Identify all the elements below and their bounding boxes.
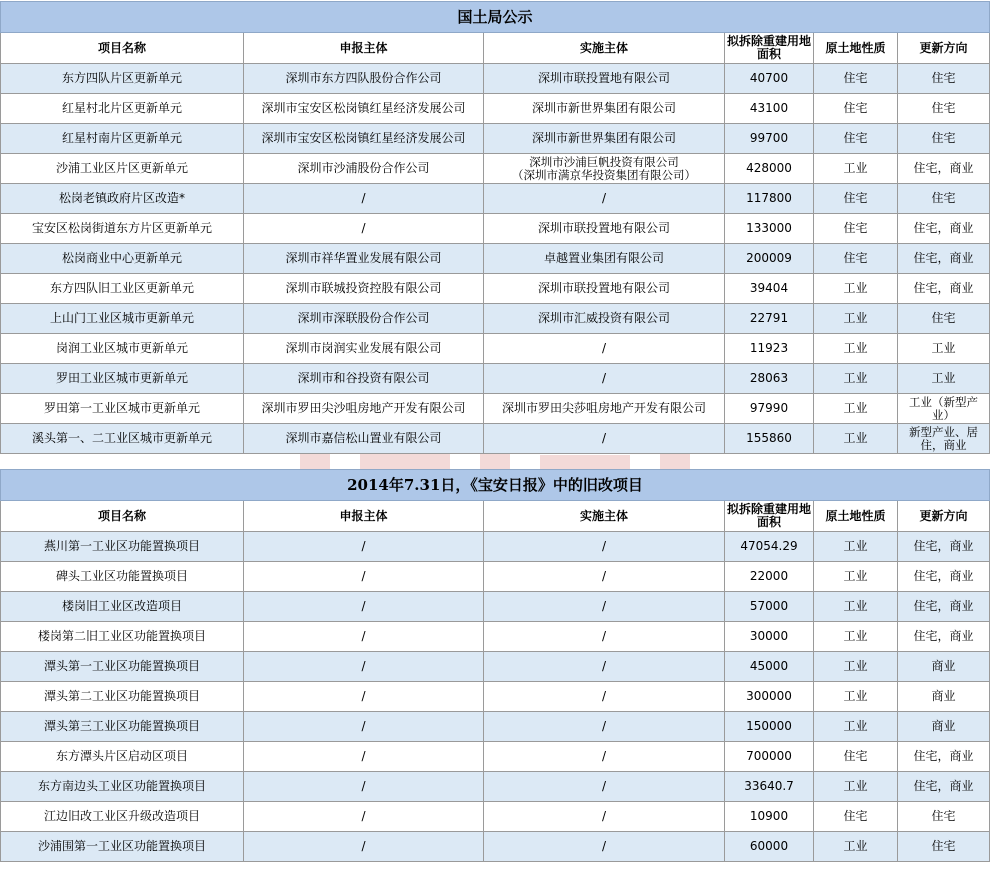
cell-direction: 住宅 (898, 304, 990, 334)
cell-project-name: 潭头第三工业区功能置换项目 (1, 712, 244, 742)
cell-applicant: / (244, 532, 484, 562)
cell-area: 22791 (725, 304, 814, 334)
cell-applicant: 深圳市深联股份合作公司 (244, 304, 484, 334)
cell-project-name: 东方南边头工业区功能置换项目 (1, 772, 244, 802)
cell-area: 33640.7 (725, 772, 814, 802)
cell-applicant: 深圳市宝安区松岗镇红星经济发展公司 (244, 124, 484, 154)
cell-implementer: / (484, 364, 725, 394)
table-row (1, 64, 990, 94)
cell-implementer: 深圳市汇威投资有限公司 (484, 304, 725, 334)
cell-direction: 工业（新型产 业） (898, 394, 990, 424)
cell-implementer: 深圳市新世界集团有限公司 (484, 94, 725, 124)
cell-implementer: / (484, 184, 725, 214)
cell-direction: 住宅，商业 (898, 592, 990, 622)
cell-implementer: 深圳市沙浦巨帆投资有限公司 （深圳市满京华投资集团有限公司） (484, 154, 725, 184)
cell-project-name: 罗田工业区城市更新单元 (1, 364, 244, 394)
header-applicant: 申报主体 (244, 33, 484, 64)
table-row (1, 742, 990, 772)
table-row (1, 244, 990, 274)
cell-implementer: 深圳市联投置地有限公司 (484, 214, 725, 244)
table-row (1, 772, 990, 802)
cell-implementer: 卓越置业集团有限公司 (484, 244, 725, 274)
table-row (1, 394, 990, 424)
cell-implementer: / (484, 682, 725, 712)
cell-land-type: 工业 (814, 274, 898, 304)
cell-area: 43100 (725, 94, 814, 124)
cell-area: 155860 (725, 424, 814, 454)
cell-land-type: 住宅 (814, 214, 898, 244)
cell-project-name: 碑头工业区功能置换项目 (1, 562, 244, 592)
header-implementer: 实施主体 (484, 33, 725, 64)
cell-applicant: / (244, 712, 484, 742)
cell-direction: 住宅 (898, 802, 990, 832)
cell-land-type: 工业 (814, 532, 898, 562)
cell-land-type: 住宅 (814, 244, 898, 274)
table-row (1, 424, 990, 454)
cell-project-name: 潭头第二工业区功能置换项目 (1, 682, 244, 712)
cell-land-type: 工业 (814, 772, 898, 802)
table-row (1, 532, 990, 562)
cell-land-type: 工业 (814, 682, 898, 712)
cell-project-name: 楼岗第二旧工业区功能置换项目 (1, 622, 244, 652)
cell-land-type: 住宅 (814, 184, 898, 214)
table-row (1, 592, 990, 622)
cell-applicant: / (244, 562, 484, 592)
cell-land-type: 工业 (814, 424, 898, 454)
cell-direction: 住宅，商业 (898, 742, 990, 772)
cell-direction: 住宅 (898, 184, 990, 214)
table-row (1, 802, 990, 832)
cell-direction: 住宅，商业 (898, 532, 990, 562)
header-project-name: 项目名称 (1, 33, 244, 64)
section-title-row (1, 2, 990, 33)
cell-project-name: 岗润工业区城市更新单元 (1, 334, 244, 364)
header-direction: 更新方向 (898, 501, 990, 532)
cell-implementer: / (484, 562, 725, 592)
section-title: 国土局公示 (1, 2, 990, 33)
cell-land-type: 工业 (814, 394, 898, 424)
cell-project-name: 沙浦工业区片区更新单元 (1, 154, 244, 184)
cell-implementer: 深圳市联投置地有限公司 (484, 274, 725, 304)
table-row (1, 184, 990, 214)
header-row (1, 33, 990, 64)
cell-area: 22000 (725, 562, 814, 592)
cell-project-name: 燕川第一工业区功能置换项目 (1, 532, 244, 562)
cell-direction: 商业 (898, 712, 990, 742)
cell-land-type: 住宅 (814, 64, 898, 94)
cell-direction: 商业 (898, 682, 990, 712)
header-implementer: 实施主体 (484, 501, 725, 532)
cell-applicant: / (244, 214, 484, 244)
cell-implementer: 深圳市联投置地有限公司 (484, 64, 725, 94)
cell-implementer: / (484, 592, 725, 622)
table-row (1, 622, 990, 652)
cell-applicant: 深圳市和谷投资有限公司 (244, 364, 484, 394)
cell-applicant: / (244, 652, 484, 682)
cell-direction: 住宅，商业 (898, 274, 990, 304)
cell-area: 45000 (725, 652, 814, 682)
table-row (1, 652, 990, 682)
cell-project-name: 溪头第一、二工业区城市更新单元 (1, 424, 244, 454)
table-row (1, 154, 990, 184)
cell-land-type: 工业 (814, 832, 898, 862)
header-land-type: 原土地性质 (814, 33, 898, 64)
cell-land-type: 工业 (814, 652, 898, 682)
cell-project-name: 松岗老镇政府片区改造* (1, 184, 244, 214)
cell-direction: 住宅，商业 (898, 562, 990, 592)
cell-area: 133000 (725, 214, 814, 244)
cell-direction: 住宅，商业 (898, 154, 990, 184)
cell-land-type: 住宅 (814, 94, 898, 124)
cell-project-name: 东方四队旧工业区更新单元 (1, 274, 244, 304)
cell-project-name: 宝安区松岗街道东方片区更新单元 (1, 214, 244, 244)
cell-project-name: 罗田第一工业区城市更新单元 (1, 394, 244, 424)
table-row (1, 124, 990, 154)
section-title: 2014年7.31日，《宝安日报》中的旧改项目 (1, 470, 990, 501)
header-area: 拟拆除重建用地面积 (725, 33, 814, 64)
cell-project-name: 沙浦围第一工业区功能置换项目 (1, 832, 244, 862)
cell-applicant: 深圳市岗润实业发展有限公司 (244, 334, 484, 364)
cell-implementer: / (484, 622, 725, 652)
header-project-name: 项目名称 (1, 501, 244, 532)
table-row (1, 682, 990, 712)
cell-land-type: 工业 (814, 592, 898, 622)
cell-land-type: 工业 (814, 154, 898, 184)
cell-direction: 住宅，商业 (898, 622, 990, 652)
cell-area: 11923 (725, 334, 814, 364)
cell-applicant: 深圳市罗田尖沙咀房地产开发有限公司 (244, 394, 484, 424)
cell-implementer: / (484, 424, 725, 454)
cell-direction: 住宅，商业 (898, 244, 990, 274)
header-direction: 更新方向 (898, 33, 990, 64)
cell-project-name: 楼岗旧工业区改造项目 (1, 592, 244, 622)
table-row (1, 712, 990, 742)
cell-project-name: 江边旧改工业区升级改造项目 (1, 802, 244, 832)
cell-area: 300000 (725, 682, 814, 712)
cell-applicant: 深圳市嘉信松山置业有限公司 (244, 424, 484, 454)
cell-land-type: 工业 (814, 304, 898, 334)
cell-area: 200009 (725, 244, 814, 274)
cell-implementer: / (484, 532, 725, 562)
cell-implementer: / (484, 832, 725, 862)
table-row (1, 832, 990, 862)
table-row (1, 562, 990, 592)
cell-applicant: / (244, 682, 484, 712)
cell-direction: 新型产业、居 住，商业 (898, 424, 990, 454)
table-section-land-bureau (0, 1, 990, 454)
table-row (1, 94, 990, 124)
cell-direction: 住宅 (898, 124, 990, 154)
cell-project-name: 上山门工业区城市更新单元 (1, 304, 244, 334)
cell-area: 150000 (725, 712, 814, 742)
section-title-row (1, 470, 990, 501)
cell-applicant: 深圳市联城投资控股有限公司 (244, 274, 484, 304)
cell-implementer: / (484, 712, 725, 742)
cell-applicant: / (244, 802, 484, 832)
header-area: 拟拆除重建用地面积 (725, 501, 814, 532)
cell-implementer: / (484, 742, 725, 772)
cell-direction: 住宅，商业 (898, 772, 990, 802)
cell-implementer: / (484, 772, 725, 802)
cell-area: 428000 (725, 154, 814, 184)
cell-implementer: / (484, 652, 725, 682)
cell-implementer: 深圳市新世界集团有限公司 (484, 124, 725, 154)
cell-direction: 住宅 (898, 64, 990, 94)
cell-area: 47054.29 (725, 532, 814, 562)
cell-area: 117800 (725, 184, 814, 214)
cell-land-type: 工业 (814, 334, 898, 364)
cell-land-type: 工业 (814, 712, 898, 742)
cell-applicant: / (244, 592, 484, 622)
header-applicant: 申报主体 (244, 501, 484, 532)
cell-direction: 工业 (898, 364, 990, 394)
cell-applicant: 深圳市祥华置业发展有限公司 (244, 244, 484, 274)
cell-project-name: 松岗商业中心更新单元 (1, 244, 244, 274)
cell-implementer: 深圳市罗田尖莎咀房地产开发有限公司 (484, 394, 725, 424)
cell-direction: 商业 (898, 652, 990, 682)
table-row (1, 274, 990, 304)
cell-land-type: 工业 (814, 364, 898, 394)
table-row (1, 334, 990, 364)
header-row (1, 501, 990, 532)
table-section-baoan-daily (0, 469, 990, 862)
cell-area: 700000 (725, 742, 814, 772)
cell-project-name: 红星村南片区更新单元 (1, 124, 244, 154)
cell-applicant: / (244, 772, 484, 802)
cell-applicant: / (244, 184, 484, 214)
cell-area: 39404 (725, 274, 814, 304)
cell-applicant: 深圳市沙浦股份合作公司 (244, 154, 484, 184)
cell-implementer: / (484, 334, 725, 364)
cell-applicant: 深圳市宝安区松岗镇红星经济发展公司 (244, 94, 484, 124)
cell-applicant: / (244, 742, 484, 772)
table-row (1, 304, 990, 334)
cell-area: 10900 (725, 802, 814, 832)
cell-land-type: 工业 (814, 562, 898, 592)
cell-project-name: 潭头第一工业区功能置换项目 (1, 652, 244, 682)
cell-direction: 住宅 (898, 94, 990, 124)
cell-area: 30000 (725, 622, 814, 652)
cell-project-name: 红星村北片区更新单元 (1, 94, 244, 124)
cell-applicant: 深圳市东方四队股份合作公司 (244, 64, 484, 94)
cell-implementer: / (484, 802, 725, 832)
table-row (1, 214, 990, 244)
cell-direction: 工业 (898, 334, 990, 364)
cell-area: 28063 (725, 364, 814, 394)
table-row (1, 364, 990, 394)
cell-applicant: / (244, 832, 484, 862)
cell-project-name: 东方四队片区更新单元 (1, 64, 244, 94)
cell-area: 97990 (725, 394, 814, 424)
cell-land-type: 住宅 (814, 802, 898, 832)
cell-land-type: 住宅 (814, 124, 898, 154)
cell-direction: 住宅 (898, 832, 990, 862)
cell-land-type: 住宅 (814, 742, 898, 772)
cell-area: 57000 (725, 592, 814, 622)
header-land-type: 原土地性质 (814, 501, 898, 532)
cell-project-name: 东方潭头片区启动区项目 (1, 742, 244, 772)
cell-applicant: / (244, 622, 484, 652)
cell-area: 60000 (725, 832, 814, 862)
cell-area: 40700 (725, 64, 814, 94)
cell-land-type: 工业 (814, 622, 898, 652)
cell-direction: 住宅，商业 (898, 214, 990, 244)
cell-area: 99700 (725, 124, 814, 154)
